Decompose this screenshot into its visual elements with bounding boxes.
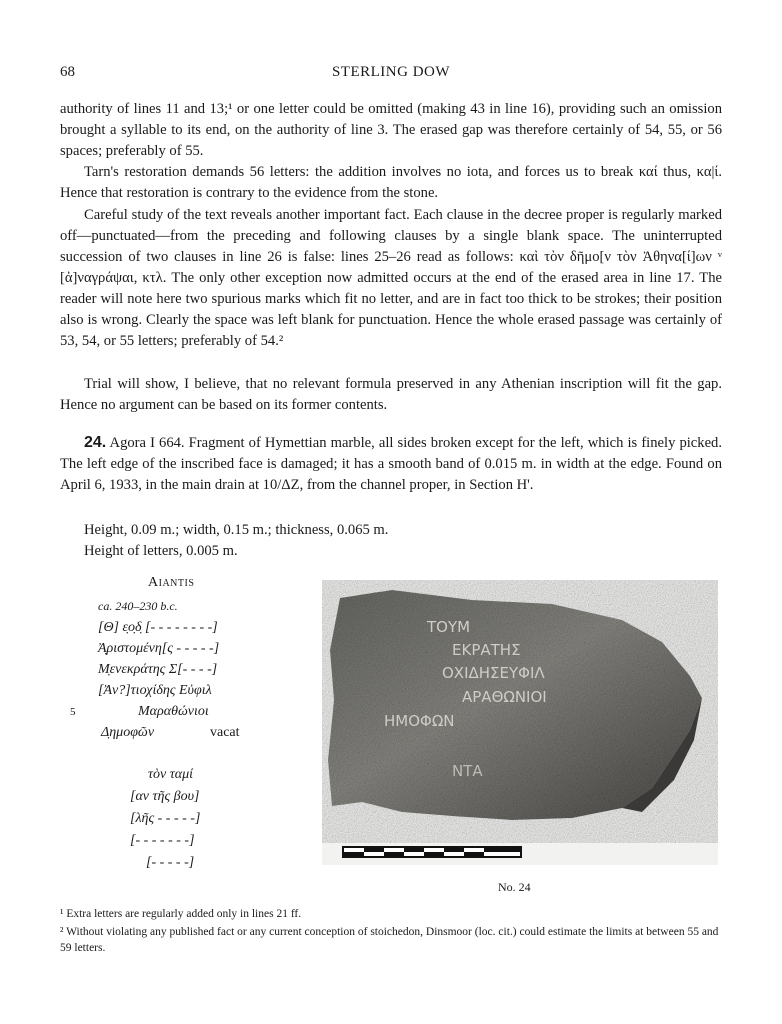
stone-letters-row: ΗΜΟΦΩΝ (384, 712, 455, 730)
inscription-line: [- - - - - - -] (130, 833, 195, 848)
stone-letters-row: ΟΧΙΔΗΣΕΥΦΙΛ (442, 664, 545, 682)
paragraph-text: Trial will show, I believe, that no relevant formula preserved in any Athenian inscription will fit the gap. Hence no argument can be based on its former contents. (60, 376, 722, 413)
line-number: 5 (70, 706, 76, 718)
paragraph-tarn-restoration (60, 162, 722, 204)
footnote-1: ¹ Extra letters are regularly added only in lines 21 ff. (60, 908, 302, 920)
footnote-2: ² Without violating any published fact or any current conception of stoichedon, Dinsmoor (loc. cit.) could estimate the limits at between 55 and 59 letters. (60, 926, 719, 954)
photo-caption: No. 24 (498, 880, 531, 894)
inscription-line: Ἀ̣ριστομένη[ς - - - - -] (98, 641, 220, 656)
page-number: 68 (60, 64, 75, 80)
inscription-date: ca. 240–230 b.c. (98, 599, 178, 613)
inscription-line: Μαραθώνιοι (138, 704, 209, 719)
inscription-line: [λῆς - - - - -] (130, 811, 201, 826)
stone-photograph (322, 580, 718, 865)
inscription-line: [Ἀν?]τιοχίδης Εὐφιλ (98, 683, 212, 698)
scale-bar (342, 846, 522, 858)
inscription-line: Δ̣ημοφῶν (101, 725, 155, 740)
entry-text: Agora I 664. Fragment of Hymettian marble, all sides broken except for the left, which is finely picked. The left edge of the inscribed face is damaged; it has a smooth band of 0.015 m. in width at the edge. Found on April 6, 1933, in the main drain at 10/ΔΖ, from the channel proper, in Section Η'. (60, 435, 722, 493)
paragraph-continuation: authority of lines 11 and 13;¹ or one letter could be omitted (making 43 in line 16), providing such an omission brought a syllable to its end, on the authority of line 3. The erased gap was therefore certainly of 54, 55, or 56 spaces; preferably of 55. (60, 101, 722, 159)
stone-letters-row: ΑΡΑΘΩΝΙΟΙ (462, 688, 547, 706)
inscription-line: [- - - - -] (146, 855, 195, 870)
paragraph-text: Tarn's restoration demands 56 letters: the addition involves no iota, and forces us to break καί thus, κα|ί. Hence that restoration is contrary to the evidence from the stone. (60, 164, 722, 201)
paragraph-punctuation (60, 205, 722, 352)
inscription-line: [αν τῆς βου] (130, 789, 200, 804)
stone-letters-row: ΤΟΥΜ (427, 618, 471, 636)
dimensions: Height, 0.09 m.; width, 0.15 m.; thickness, 0.065 m. (84, 522, 389, 538)
running-head: STERLING DOW (331, 64, 451, 80)
vacat-label: vacat (210, 725, 240, 740)
letter-height: Height of letters, 0.005 m. (84, 543, 238, 559)
stone-letters-row: ΕΚΡΑΤΗΣ (452, 641, 521, 659)
inscription-line: [Θ] ε̣ο̣δ̣ [- - - - - - - -] (98, 620, 218, 635)
inscription-line: Μ̣ενεκράτης Σ[- - - -] (98, 662, 218, 677)
entry-24 (60, 432, 722, 496)
inscription-line: τὸν ταμί (148, 767, 194, 782)
inscription-title: Aiantis (148, 575, 195, 590)
stone-letters-row: ΝΤΑ (452, 762, 483, 780)
entry-number: 24. (84, 434, 107, 451)
paragraph-text: Careful study of the text reveals another important fact. Each clause in the decree proper is regularly marked off—punctuated—from the preceding and following clauses by a single blank space. The uninterrupted succession of two clauses in line 26 is false: lines 25–26 read as follows: καὶ τὸν δῆμο[ν τὸν Ἀθηνα[ί]ων ᵛ [ἀ]ναγράψαι, κτλ. The only other exception now admitted occurs at the end of the erased area in line 17. The reader will note here two spurious marks which fit no letter, and are in fact too thick to be strokes; their position also is wrong. Clearly the space was left blank for punctuation. Hence the whole erased passage was certainly of 53, 54, or 55 letters; preferably of 54.² (60, 207, 722, 349)
paragraph-trial (60, 374, 722, 416)
